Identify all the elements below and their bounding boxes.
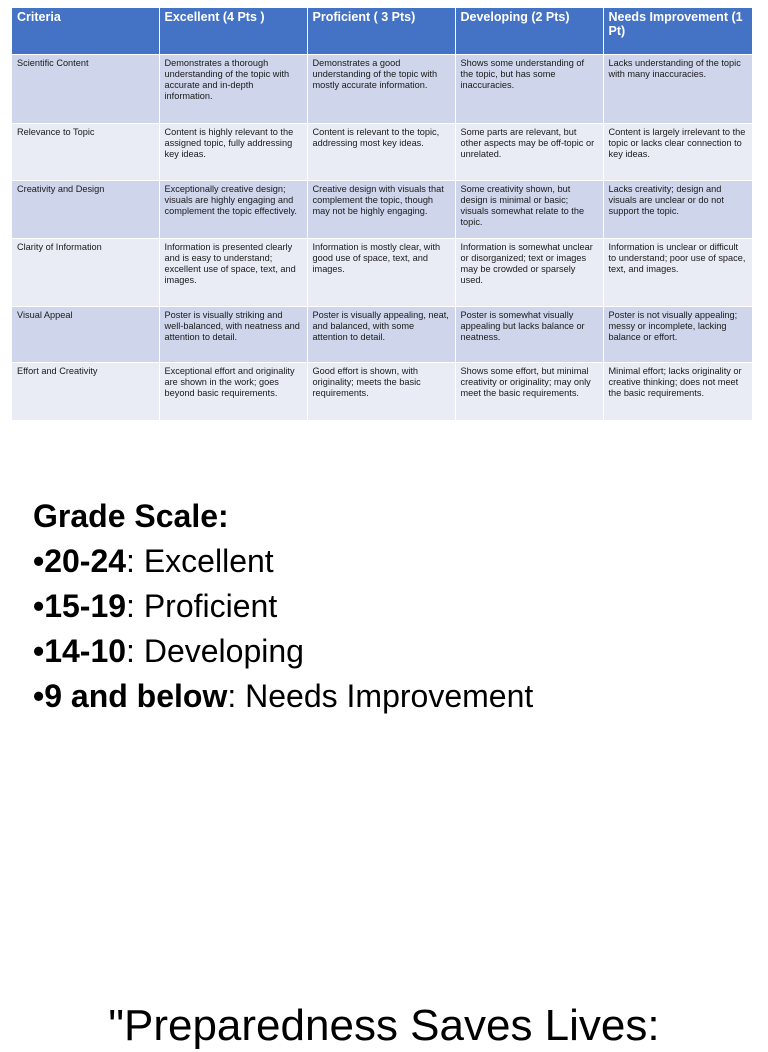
grade-label: : Excellent — [126, 543, 274, 579]
header-developing: Developing (2 Pts) — [455, 8, 603, 54]
criteria-cell: Creativity and Design — [12, 180, 159, 238]
header-needs-improvement: Needs Improvement (1 Pt) — [603, 8, 752, 54]
rubric-cell: Poster is not visually appealing; messy or incomplete, lacking balance or effort. — [603, 306, 752, 362]
rubric-cell: Shows some understanding of the topic, but has some inaccuracies. — [455, 54, 603, 123]
criteria-cell: Clarity of Information — [12, 238, 159, 306]
bullet: • — [33, 678, 45, 714]
rubric-cell: Some creativity shown, but design is minimal or basic; visuals somewhat relate to the topic. — [455, 180, 603, 238]
table-row — [12, 306, 752, 362]
grade-range: 14-10 — [44, 633, 127, 669]
rubric-cell: Shows some effort, but minimal creativity or originality; may only meet the basic requirements. — [455, 362, 603, 420]
criteria-cell: Visual Appeal — [12, 306, 159, 362]
grade-scale — [33, 494, 533, 719]
rubric-cell: Exceptionally creative design; visuals are highly engaging and complement the topic effectively. — [159, 180, 307, 238]
rubric-cell: Content is relevant to the topic, addressing most key ideas. — [307, 123, 455, 180]
table-row — [12, 180, 752, 238]
rubric-cell: Minimal effort; lacks originality or creative thinking; does not meet the basic requirements. — [603, 362, 752, 420]
table-row — [12, 123, 752, 180]
table-row — [12, 238, 752, 306]
rubric-cell: Information is unclear or difficult to understand; poor use of space, text, and images. — [603, 238, 752, 306]
grade-item-proficient — [33, 584, 533, 629]
rubric-cell: Creative design with visuals that complement the topic, though may not be highly engaging. — [307, 180, 455, 238]
rubric-cell: Information is mostly clear, with good use of space, text, and images. — [307, 238, 455, 306]
bullet: • — [33, 543, 45, 579]
criteria-cell: Relevance to Topic — [12, 123, 159, 180]
grade-label: : Developing — [126, 633, 304, 669]
criteria-cell: Scientific Content — [12, 54, 159, 123]
header-excellent: Excellent (4 Pts ) — [159, 8, 307, 54]
rubric-cell: Lacks creativity; design and visuals are unclear or do not support the topic. — [603, 180, 752, 238]
grade-range: 20-24 — [44, 543, 127, 579]
header-criteria: Criteria — [12, 8, 159, 54]
grade-item-excellent — [33, 539, 533, 584]
table-row — [12, 362, 752, 420]
grade-label: : Proficient — [126, 588, 278, 624]
grade-range: 9 and below — [44, 678, 228, 714]
grade-label: : Needs Improvement — [227, 678, 534, 714]
rubric-cell: Poster is somewhat visually appealing but lacks balance or neatness. — [455, 306, 603, 362]
rubric-cell: Content is highly relevant to the assigned topic, fully addressing key ideas. — [159, 123, 307, 180]
grade-scale-title: Grade Scale: — [33, 498, 229, 534]
grade-range: 15-19 — [44, 588, 127, 624]
footer-title: "Preparedness Saves Lives: — [108, 1001, 660, 1050]
rubric-cell: Good effort is shown, with originality; meets the basic requirements. — [307, 362, 455, 420]
rubric-cell: Content is largely irrelevant to the topic or lacks clear connection to key ideas. — [603, 123, 752, 180]
table-row — [12, 54, 752, 123]
rubric-table — [12, 8, 752, 420]
rubric-cell: Lacks understanding of the topic with many inaccuracies. — [603, 54, 752, 123]
rubric-cell: Information is presented clearly and is easy to understand; excellent use of space, text, and images. — [159, 238, 307, 306]
grade-item-needs-improvement — [33, 674, 533, 719]
rubric-cell: Demonstrates a good understanding of the topic with mostly accurate information. — [307, 54, 455, 123]
rubric-cell: Poster is visually appealing, neat, and balanced, with some attention to detail. — [307, 306, 455, 362]
grade-item-developing — [33, 629, 533, 674]
rubric-cell: Some parts are relevant, but other aspects may be off-topic or unrelated. — [455, 123, 603, 180]
rubric-cell: Information is somewhat unclear or disorganized; text or images may be crowded or sparsely used. — [455, 238, 603, 306]
rubric-cell: Exceptional effort and originality are shown in the work; goes beyond basic requirements. — [159, 362, 307, 420]
rubric-cell: Demonstrates a thorough understanding of the topic with accurate and in-depth information. — [159, 54, 307, 123]
bullet: • — [33, 633, 45, 669]
header-proficient: Proficient ( 3 Pts) — [307, 8, 455, 54]
rubric-header-row — [12, 8, 752, 54]
criteria-cell: Effort and Creativity — [12, 362, 159, 420]
rubric-cell: Poster is visually striking and well-balanced, with neatness and attention to detail. — [159, 306, 307, 362]
bullet: • — [33, 588, 45, 624]
